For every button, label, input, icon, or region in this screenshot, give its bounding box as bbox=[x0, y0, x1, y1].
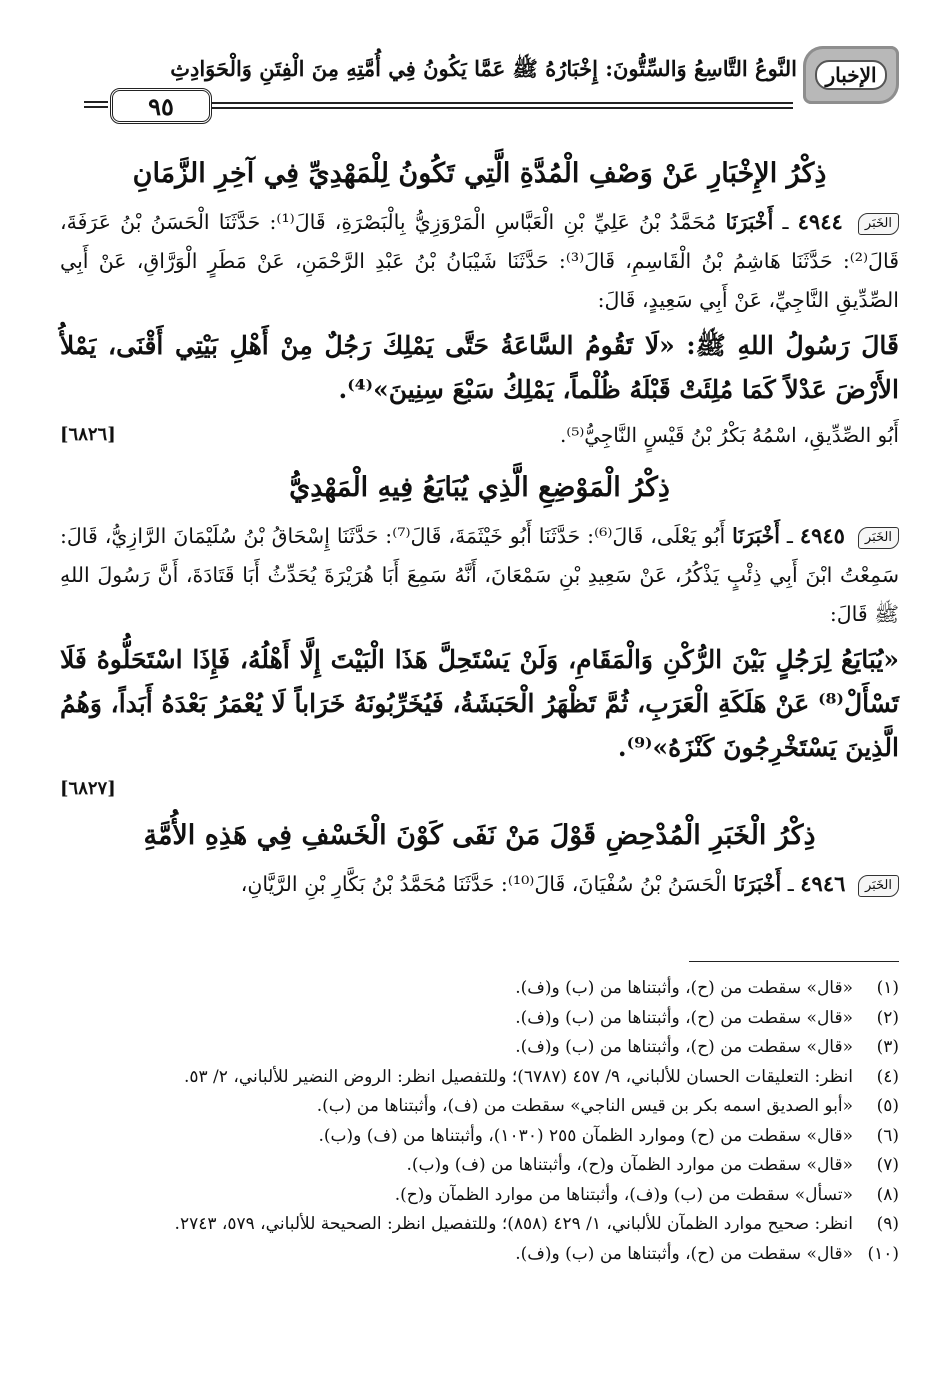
narrator-note: أَبُو الصِّدِّيقِ، اسْمُهُ بَكْرُ بْنُ قَيْسٍ النَّاجِيُّ⁽⁵⁾. bbox=[560, 423, 899, 447]
footnote bbox=[60, 1033, 899, 1063]
reference-row bbox=[60, 770, 899, 808]
footnotes bbox=[60, 974, 899, 1269]
hadith-number: ٤٩٤٦ bbox=[800, 871, 846, 896]
footnote bbox=[60, 1181, 899, 1211]
footnote-text: «قال» سقطت من (ح)، وأثبتناها من (ب) و(ف). bbox=[515, 1007, 853, 1028]
footnote-number: (٣) bbox=[876, 1037, 899, 1057]
hadith-isnad bbox=[60, 864, 899, 904]
dash: ـ bbox=[779, 524, 793, 548]
footnote bbox=[60, 1063, 899, 1093]
isnad-text: الْحَسَنُ بْنُ سُفْيَانَ، قَالَ⁽¹⁰⁾: حَدَّثَنَا مُحَمَّدُ بْنُ بَكَّارِ بْنِ الرَّيَّانِ، bbox=[240, 872, 727, 896]
hadith-isnad bbox=[60, 516, 899, 634]
section-label: الإخبار bbox=[815, 60, 886, 90]
footnote bbox=[60, 1240, 899, 1270]
footnote-number: (٢) bbox=[876, 1007, 899, 1028]
footnote-text: «قال» سقطت من موارد الظمآن و(ح)، وأثبتناها من (ف) و(ب). bbox=[406, 1155, 853, 1175]
page-number: ٩٥ bbox=[110, 88, 212, 124]
reference-number: [٦٨٢٦] bbox=[60, 424, 116, 445]
footnote-number: (٩) bbox=[876, 1214, 899, 1234]
narrator-note-row bbox=[60, 416, 899, 454]
footnote-text: «قال» سقطت من (ح)، وأثبتناها من (ب) و(ف). bbox=[515, 1037, 853, 1057]
hadith-isnad bbox=[60, 202, 899, 320]
akhbarana-label: أَخْبَرَنَا bbox=[733, 872, 782, 896]
footnote-text: انظر: التعليقات الحسان للألباني، ٩/ ٤٥٧ (٦٧٨٧)؛ وللتفصيل انظر: الروض النضير للألباني، ٢/ ٥٣. bbox=[183, 1066, 853, 1087]
akhbarana-label: أَخْبَرَنَا bbox=[732, 524, 780, 548]
chapter-title: ذِكْرُ الْمَوْضِعِ الَّذِي يُبَايَعُ فِيهِ الْمَهْدِيُّ bbox=[289, 472, 670, 503]
header-rule bbox=[212, 107, 793, 109]
footnote-number: (٧) bbox=[876, 1155, 899, 1175]
hadith-matn: «يُبَايَعُ لِرَجُلٍ بَيْنَ الرُّكْنِ وَالْمَقَامِ، وَلَنْ يَسْتَحِلَّ هَذَا الْبَيْتَ إِلَّا أَهْلُهُ، فَإِذَا اسْتَحَلُّوهُ فَلَا تَسْأَلْ⁽⁸⁾ عَنْ هَلَكَةِ الْعَرَبِ، ثُمَّ تَظْهَرُ الْحَبَشَةُ، فَيُخَرِّبُونَهُ خَرَاباً لَا يُعْمَرُ بَعْدَهُ أَبَداً، وَهُمُ الَّذِينَ يَسْتَخْرِجُونَ كَنْزَهُ»⁽⁹⁾. bbox=[60, 645, 899, 762]
hadith-matn: قَالَ رَسُولُ اللهِ ﷺ: «لَا تَقُومُ السَّاعَةُ حَتَّى يَمْلِكَ رَجُلٌ مِنْ أَهْلِ بَيْتِي أَقْنَى، يَمْلأُ الأَرْضَ عَدْلاً كَمَا مُلِئَتْ قَبْلَهُ ظُلْماً، يَمْلِكُ سَبْعَ سِنِينَ»⁽⁴⁾. bbox=[60, 331, 899, 404]
hadith-number: ٤٩٤٥ bbox=[799, 523, 845, 548]
footnote-number: (٤) bbox=[876, 1066, 899, 1087]
main-text bbox=[60, 146, 899, 904]
footnote bbox=[60, 1151, 899, 1181]
chapter-title: ذِكْرُ الإِخْبَارِ عَنْ وَصْفِ الْمُدَّةِ الَّتِي تَكُونُ لِلْمَهْدِيِّ فِي آخِرِ الزَّمَانِ bbox=[132, 158, 827, 189]
footnote-number: (١) bbox=[876, 978, 899, 998]
khabar-icon: الخَبَر bbox=[858, 213, 899, 235]
footnote-number: (٦) bbox=[876, 1125, 899, 1146]
footnote-number: (٥) bbox=[876, 1096, 899, 1116]
page-number-rule bbox=[84, 106, 108, 108]
footnote-text: «قال» سقطت من (ح) وموارد الظمآن ٢٥٥ (١٠٣٠)، وأثبتناها من (ف) و(ب). bbox=[318, 1125, 853, 1146]
footnote bbox=[60, 1122, 899, 1152]
header-rule bbox=[212, 102, 793, 104]
page-header bbox=[92, 46, 899, 122]
footnote-text: «قال» سقطت من (ح)، وأثبتناها من (ب) و(ف). bbox=[515, 978, 853, 998]
akhbarana-label: أَخْبَرَنَا bbox=[725, 210, 774, 234]
footnote bbox=[60, 1092, 899, 1122]
footnote bbox=[60, 1210, 899, 1240]
footnote-text: «قال» سقطت من (ح)، وأثبتناها من (ب) و(ف). bbox=[515, 1243, 853, 1264]
footnote-number: (٨) bbox=[876, 1184, 899, 1205]
isnad-text: مُحَمَّدُ بْنُ عَلِيِّ بْنِ الْعَبَّاسِ الْمَرْوَزِيُّ بِالْبَصْرَةِ، قَالَ⁽¹⁾: حَدَّثَنَا الْحَسَنُ بْنُ عَرَفَةَ، قَالَ⁽²⁾: حَدَّثَنَا هَاشِمُ بْنُ الْقَاسِمِ، قَالَ⁽³⁾: حَدَّثَنَا شَيْبَانُ بْنُ عَبْدِ الرَّحْمَنِ، عَنْ مَطَرٍ الْوَرَّاقِ، عَنْ أَبِي الصِّدِّيقِ النَّاجِيِّ، عَنْ أَبِي سَعِيدٍ، قَالَ: bbox=[60, 210, 899, 312]
footnote-text: انظر: صحيح موارد الظمآن للألباني، ١/ ٤٢٩ (٨٥٨)؛ وللتفصيل انظر: الصحيحة للألباني، ٥٧٩، ٢٧٤٣. bbox=[174, 1214, 853, 1234]
running-title: النَّوعُ التَّاسِعُ وَالسِّتُّونَ: إِخْبَارُهُ ﷺ عَمَّا يَكُونُ فِي أُمَّتِهِ مِنَ الْفِتَنِ وَالْحَوَادِثِ bbox=[170, 56, 797, 81]
footnote bbox=[60, 974, 899, 1004]
footnote-text: «أبو الصديق اسمه بكر بن قيس الناجي» سقطت من (ف)، وأثبتناها من (ب). bbox=[316, 1096, 853, 1116]
reference-number: [٦٨٢٧] bbox=[60, 778, 116, 799]
chapter-title: ذِكْرُ الْخَبَرِ الْمُدْحِضِ قَوْلَ مَنْ نَفَى كَوْنَ الْخَسْفِ فِي هَذِهِ الأُمَّةِ bbox=[143, 820, 816, 851]
footnote-number: (١٠) bbox=[867, 1243, 899, 1264]
hadith-number: ٤٩٤٤ bbox=[797, 209, 843, 234]
khabar-icon: الخَبَر bbox=[858, 527, 899, 549]
footnote-separator bbox=[689, 961, 899, 962]
footnote-text: «تسأل» سقطت من (ب) و(ف)، وأثبتناها من موارد الظمآن و(ح). bbox=[394, 1184, 853, 1205]
khabar-icon: الخَبَر bbox=[858, 875, 899, 897]
isnad-text: أَبُو يَعْلَى، قَالَ⁽⁶⁾: حَدَّثَنَا أَبُو خَيْثَمَةَ، قَالَ⁽⁷⁾: حَدَّثَنَا إِسْحَاقُ بْنُ سُلَيْمَانَ الرَّازِيُّ، قَالَ: سَمِعْتُ ابْنَ أَبِي ذِئْبٍ يَذْكُرُ، عَنْ سَعِيدِ بْنِ سَمْعَانَ، أَنَّهُ سَمِعَ أَبَا هُرَيْرَةَ يُحَدِّثُ أَبَا قَتَادَةَ، أَنَّ رَسُولَ اللهِ ﷺ قَالَ: bbox=[60, 524, 899, 626]
footnote bbox=[60, 1004, 899, 1034]
page-number-rule bbox=[84, 101, 108, 103]
section-badge bbox=[803, 46, 899, 104]
dash: ـ bbox=[773, 210, 789, 234]
dash: ـ bbox=[781, 872, 794, 896]
